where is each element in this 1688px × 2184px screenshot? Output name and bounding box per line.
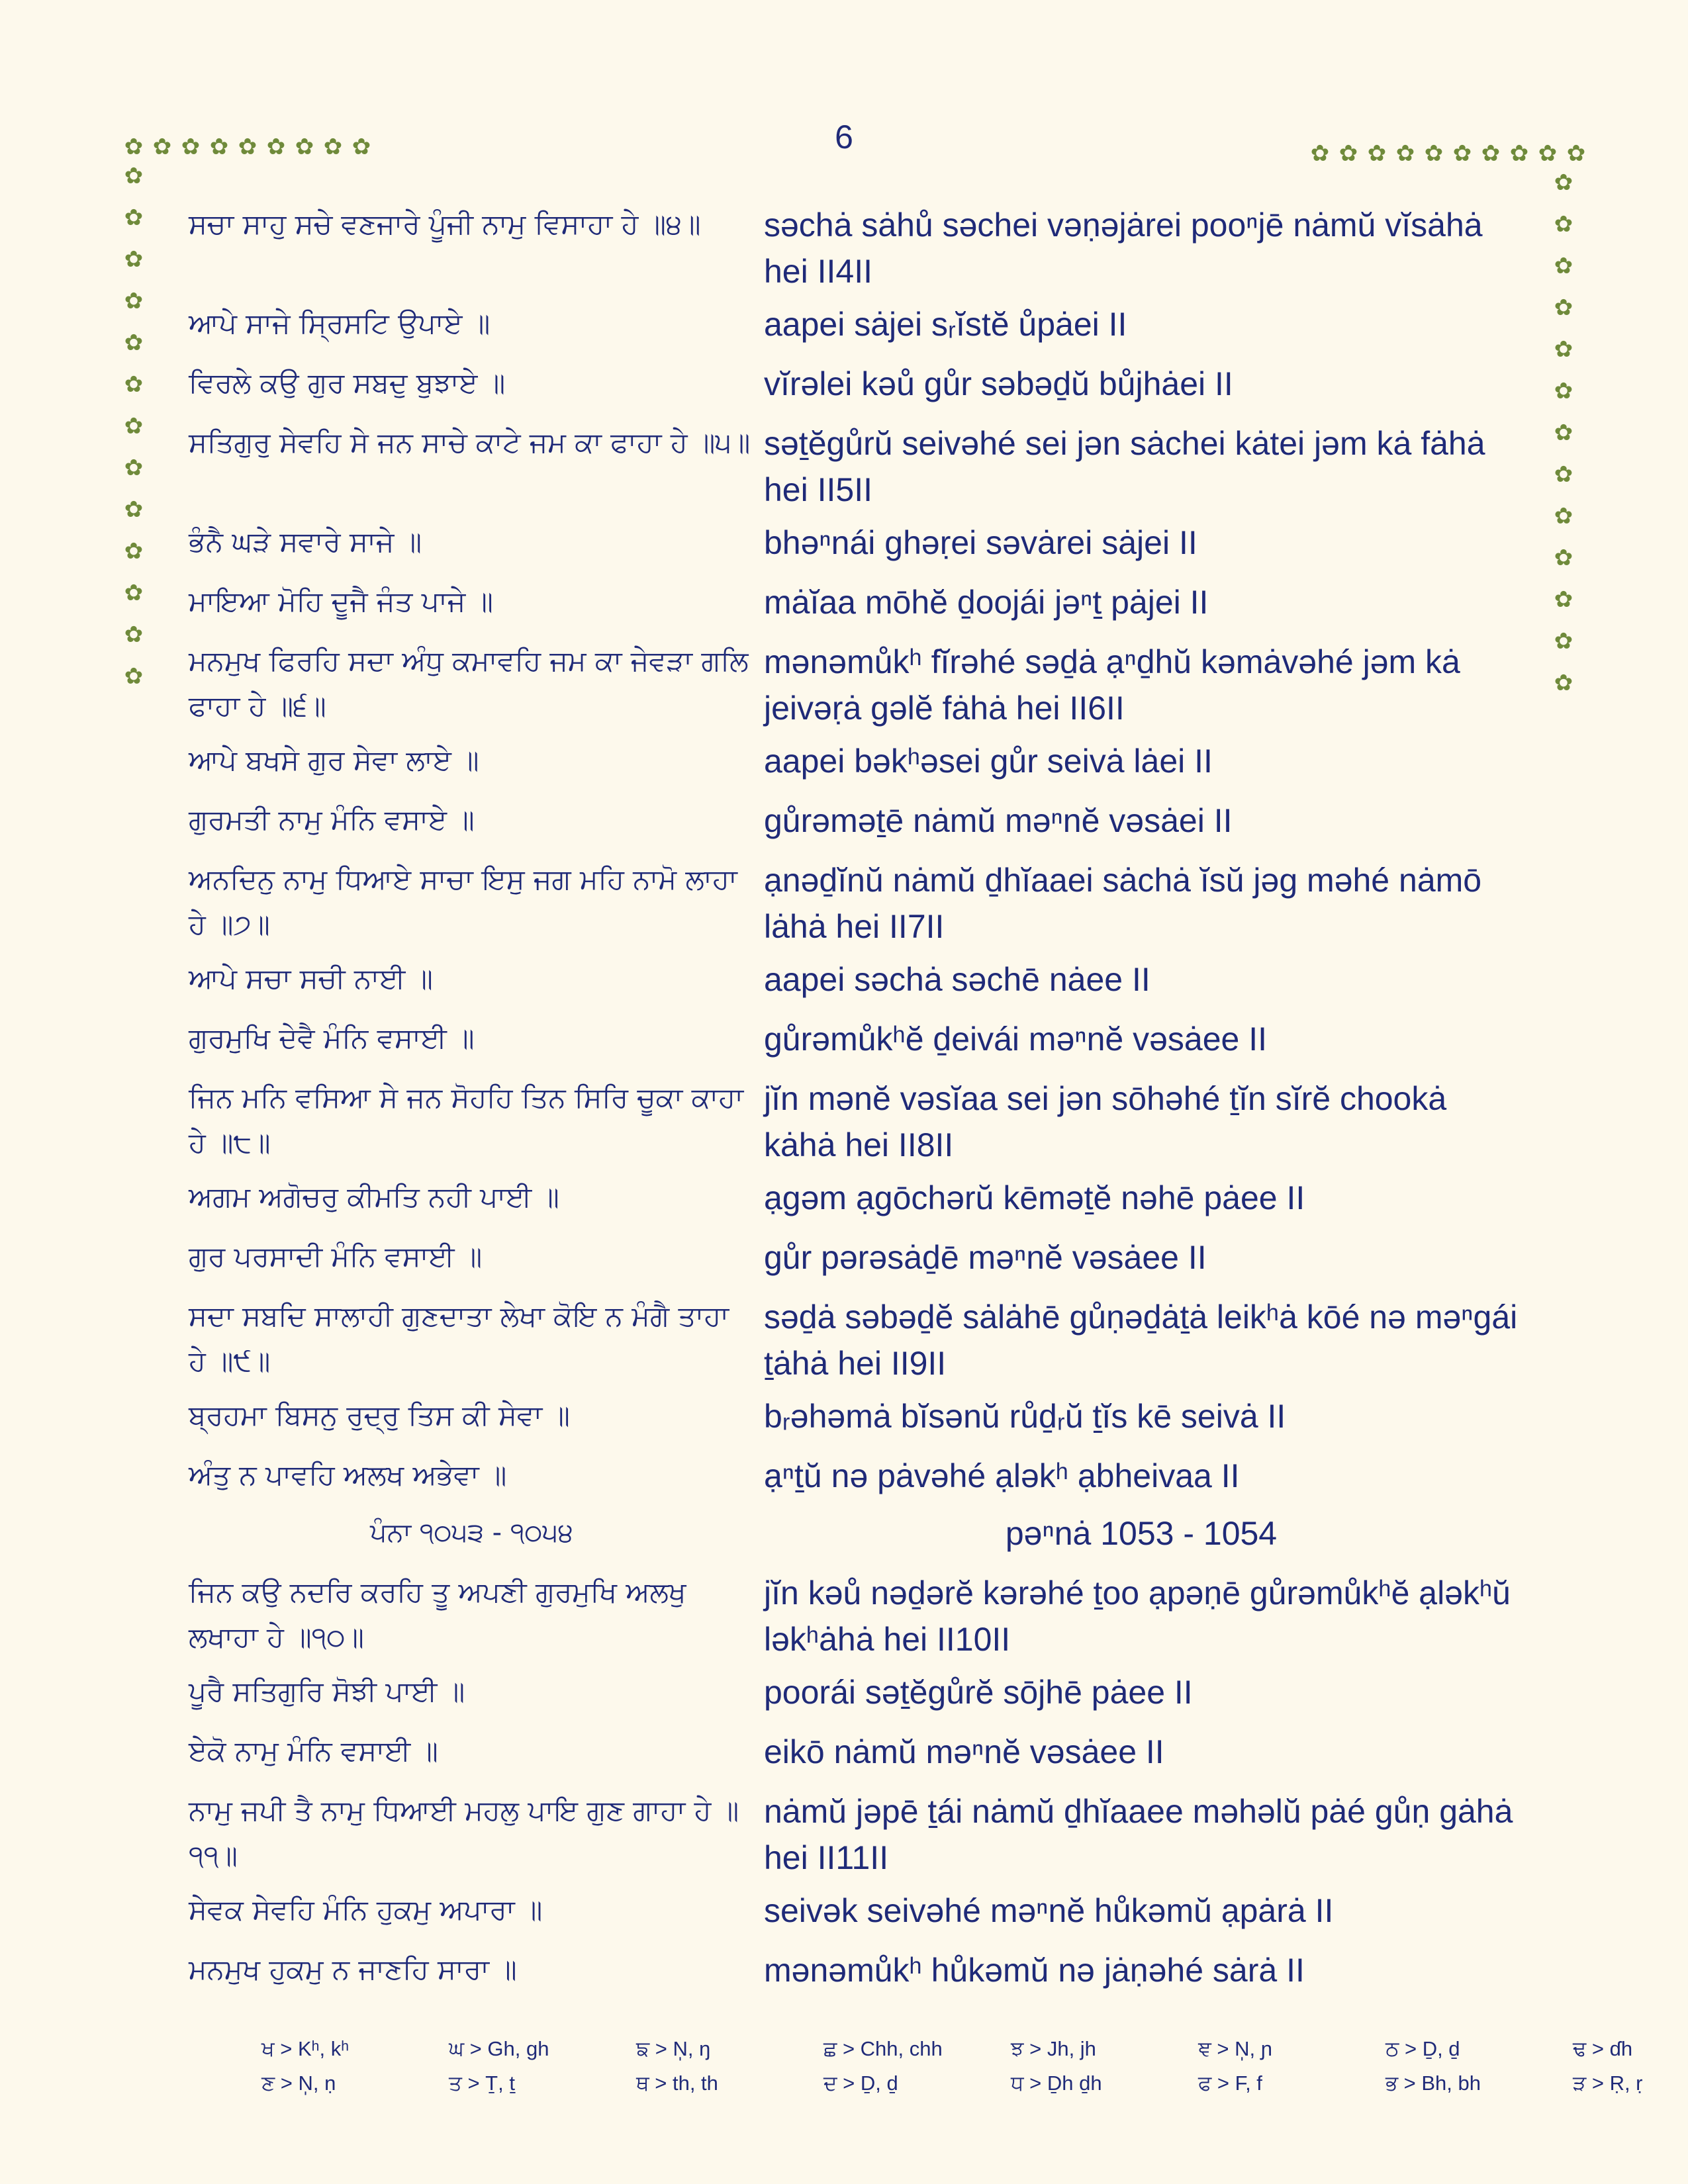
flower-icon: ✿ [124,538,144,565]
verse-transliteration: jĭn kəů nəḏərĕ kərəhé ṯoo ạpəṇē gůrəmůkʰĕ ạləkʰŭ ləkʰȧhȧ hei II10II [764,1574,1511,1658]
flower-icon: ✿ [1554,670,1573,696]
verse-gurmukhi: ਅੰਤੁ ਨ ਪਾਵਹਿ ਅਲਖ ਅਭੇਵਾ ॥ [189,1459,507,1491]
flower-icon: ✿ [124,580,144,606]
verse-line [189,1294,1519,1387]
verse-line [189,1075,1519,1168]
verse-transliteration: ạⁿṯŭ nə pȧvəhé ạləkʰ ạbheivaa II [764,1457,1240,1494]
verse-gurmukhi: ਸੇਵਕ ਸੇਵਹਿ ਮੰਨਿ ਹੁਕਮੁ ਅਪਾਰਾ ॥ [189,1893,543,1926]
flower-icon: ✿ [124,205,144,231]
verse-gurmukhi: ਵਿਰਲੇ ਕਉ ਗੁਰ ਸਬਦੁ ਬੁਝਾਏ ॥ [189,367,506,399]
verse-line [189,361,1519,407]
verse-gurmukhi: ਬ੍ਰਹਮਾ ਬਿਸਨੁ ਰੁਦ੍ਰੁ ਤਿਸ ਕੀ ਸੇਵਾ ॥ [189,1399,570,1432]
flower-icon: ✿ [1554,378,1573,404]
legend-entry: ਛ > Chh, chh [823,2037,943,2060]
transliteration-legend [261,2037,1643,2106]
verse-gurmukhi: ਨਾਮੁ ਜਪੀ ਤੈ ਨਾਮੁ ਧਿਆਈ ਮਹਲੁ ਪਾਇ ਗੁਣ ਗਾਹਾ ਹੇ ॥੧੧॥ [189,1794,739,1872]
legend-entry: ਖ > Kʰ, kʰ [261,2037,350,2060]
verse-line [189,1016,1519,1062]
legend-row [261,2071,1643,2106]
flower-icon: ✿ [124,413,144,439]
verse-line [189,1947,1519,1993]
flower-icon: ✿ [352,134,371,160]
flower-icon: ✿ [1554,503,1573,529]
verse-gurmukhi: ਜਿਨ ਕਉ ਨਦਰਿ ਕਰਹਿ ਤੂ ਅਪਣੀ ਗੁਰਮੁਖਿ ਅਲਖੁ ਲਖਾਹਾ ਹੇ ॥੧੦॥ [189,1576,686,1653]
verse-line [189,956,1519,1003]
flower-icon: ✿ [1554,336,1573,363]
section-heading [189,1510,1519,1557]
verse-line [189,579,1519,625]
verse-line [189,639,1519,731]
legend-entry: ਧ > Ḏh ḏh [1011,2071,1102,2095]
legend-entry: ਣ > N̩, ṇ [261,2071,336,2095]
flower-icon: ✿ [1367,140,1387,167]
verse-transliteration: aapei səchȧ səchē nȧee II [764,961,1150,998]
verse-transliteration: səḏȧ səbəḏĕ sȧlȧhē gůṇəḏȧṯȧ leikʰȧ kōé nə məⁿgái ṯȧhȧ hei II9II [764,1298,1518,1382]
verse-gurmukhi: ਸਦਾ ਸਬਦਿ ਸਾਲਾਹੀ ਗੁਣਦਾਤਾ ਲੇਖਾ ਕੋਇ ਨ ਮੰਗੈ ਤਾਹਾ ਹੇ ॥੯॥ [189,1300,729,1377]
verse-transliteration: mənəmůkʰ hůkəmŭ nə jȧṇəhé sȧrȧ II [764,1952,1305,1989]
verse-line [189,1788,1519,1881]
verse-transliteration: eikō nȧmŭ məⁿnĕ vəsȧee II [764,1733,1164,1770]
flower-icon: ✿ [1538,140,1558,167]
flower-icon: ✿ [238,134,258,160]
verse-line [189,301,1519,347]
verse-gurmukhi: ਗੁਰਮੁਖਿ ਦੇਵੈ ਮੰਨਿ ਵਸਾਈ ॥ [189,1022,475,1054]
verse-transliteration: mənəmůkʰ fĭrəhé səḏȧ ạⁿḏhŭ kəmȧvəhé jəm kȧ jeivəṛȧ gəlĕ fȧhȧ hei II6II [764,643,1460,727]
flower-icon: ✿ [323,134,343,160]
flower-icon: ✿ [124,496,144,523]
legend-entry: ਠ > Ḏ, ḏ [1385,2037,1460,2060]
verse-line [189,1669,1519,1715]
verse-line [189,1393,1519,1439]
verse-gurmukhi: ਮਨਮੁਖ ਫਿਰਹਿ ਸਦਾ ਅੰਧੁ ਕਮਾਵਹਿ ਜਮ ਕਾ ਜੇਵੜਾ ਗਲਿ ਫਾਹਾ ਹੇ ॥੬॥ [189,645,749,722]
legend-entry: ਭ > Bh, bh [1385,2071,1481,2095]
section-heading-translit: pəⁿnȧ 1053 - 1054 [1005,1515,1278,1552]
legend-entry: ਤ > Ṯ, ṯ [449,2071,515,2095]
verse-transliteration: seivək seivəhé məⁿnĕ hůkəmŭ ạpȧrȧ II [764,1892,1334,1929]
flower-icon: ✿ [1310,140,1330,167]
verse-transliteration: bhəⁿnái ghəṛei səvȧrei sȧjei II [764,524,1197,561]
verse-line [189,420,1519,513]
page-number: 6 [835,118,853,156]
verse-transliteration: vĭrəlei kəů gůr səbəḏŭ bůjhȧei II [764,365,1233,402]
verse-transliteration: mȧĭaa mōhĕ ḏoojái jəⁿṯ pȧjei II [764,584,1209,621]
verse-gurmukhi: ਮਨਮੁਖ ਹੁਕਮੁ ਨ ਜਾਣਹਿ ਸਾਰਾ ॥ [189,1953,517,1985]
verse-line [189,857,1519,950]
verse-gurmukhi: ਭੰਨੈ ਘੜੇ ਸਵਾਰੇ ਸਾਜੇ ॥ [189,525,422,558]
flower-icon: ✿ [124,371,144,398]
flower-icon: ✿ [124,663,144,690]
flower-icon: ✿ [124,134,144,160]
verse-line [189,1729,1519,1775]
legend-entry: ਝ > Jh, jh [1011,2037,1096,2060]
verse-transliteration: jĭn mənĕ vəsĭaa sei jən sōhəhé ṯĭn sĭrĕ chookȧ kȧhȧ hei II8II [764,1080,1447,1163]
flower-icon: ✿ [209,134,229,160]
verse-gurmukhi: ਸਚਾ ਸਾਹੁ ਸਚੇ ਵਣਜਾਰੇ ਪੂੰਜੀ ਨਾਮੁ ਵਿਸਾਹਾ ਹੇ ॥੪॥ [189,208,701,240]
verse-gurmukhi: ਏਕੋ ਨਾਮੁ ਮੰਨਿ ਵਸਾਈ ॥ [189,1735,438,1767]
flower-icon: ✿ [1554,628,1573,655]
verse-gurmukhi: ਪੂਰੈ ਸਤਿਗੁਰਿ ਸੋਝੀ ਪਾਈ ॥ [189,1675,465,1707]
verse-line [189,1453,1519,1499]
flower-icon: ✿ [124,163,144,189]
verse-gurmukhi: ਸਤਿਗੁਰੁ ਸੇਵਹਿ ਸੇ ਜਨ ਸਾਚੇ ਕਾਟੇ ਜਮ ਕਾ ਫਾਹਾ ਹੇ ॥੫॥ [189,426,751,459]
verse-gurmukhi: ਆਪੇ ਸਾਜੇ ਸ੍ਰਿਸਟਿ ਉਪਾਏ ॥ [189,307,491,340]
verse-transliteration: gůrəməṯē nȧmŭ məⁿnĕ vəsȧei II [764,802,1233,839]
flower-icon: ✿ [1338,140,1358,167]
legend-row [261,2037,1643,2071]
verse-gurmukhi: ਜਿਨ ਮਨਿ ਵਸਿਆ ਸੇ ਜਨ ਸੋਹਹਿ ਤਿਨ ਸਿਰਿ ਚੂਕਾ ਕਾਹਾ ਹੇ ॥੮॥ [189,1081,744,1159]
flower-icon: ✿ [124,288,144,314]
verse-line [189,797,1519,844]
verse-gurmukhi: ਗੁਰਮਤੀ ਨਾਮੁ ਮੰਨਿ ਵਸਾਏ ॥ [189,803,475,836]
legend-entry: ਙ > N̩, ŋ [636,2037,711,2060]
flower-icon: ✿ [1395,140,1415,167]
flower-icon: ✿ [1554,420,1573,446]
verse-transliteration: aapei bəkʰəsei gůr seivȧ lȧei II [764,743,1213,780]
verse-transliteration: bᵣəhəmȧ bĭsənŭ růḏᵣŭ ṯĭs kē seivȧ II [764,1398,1286,1435]
flower-icon: ✿ [1554,253,1573,279]
verse-gurmukhi: ਅਗਮ ਅਗੋਚਰੁ ਕੀਮਤਿ ਨਹੀ ਪਾਈ ॥ [189,1181,559,1213]
flower-icon: ✿ [1452,140,1472,167]
verse-line [189,520,1519,566]
flower-icon: ✿ [1554,545,1573,571]
verse-transliteration: nȧmŭ jəpē ṯái nȧmŭ ḏhĭaaee məhəlŭ pȧé gůṇ gȧhȧ hei II11II [764,1793,1513,1876]
verse-gurmukhi: ਅਨਦਿਨੁ ਨਾਮੁ ਧਿਆਏ ਸਾਚਾ ਇਸੁ ਜਗ ਮਹਿ ਨਾਮੋ ਲਾਹਾ ਹੇ ॥੭॥ [189,863,737,940]
verse-transliteration: gůrəmůkʰĕ ḏeivái məⁿnĕ vəsȧee II [764,1021,1268,1058]
verse-line [189,202,1519,295]
flower-icon: ✿ [1424,140,1444,167]
flower-icon: ✿ [1554,461,1573,488]
verse-transliteration: ạnəḏĭnŭ nȧmŭ ḏhĭaaei sȧchȧ ĭsŭ jəg məhé nȧmō lȧhȧ hei II7II [764,862,1482,945]
flower-icon: ✿ [1554,169,1573,196]
flower-icon: ✿ [1481,140,1501,167]
legend-entry: ਘ > Gh, gh [449,2037,549,2060]
verse-line [189,1175,1519,1221]
flower-icon: ✿ [1554,211,1573,238]
section-heading-gurmukhi: ਪੰਨਾ ੧੦੫੩ - ੧੦੫੪ [369,1518,574,1548]
verse-transliteration: ạgəm ạgōchərŭ kēməṯĕ nəhē pȧee II [764,1179,1305,1216]
flower-icon: ✿ [124,621,144,648]
flower-icon: ✿ [124,455,144,481]
flower-icon: ✿ [181,134,201,160]
verse-transliteration: səṯĕgůrŭ seivəhé sei jən sȧchei kȧtei jəm kȧ fȧhȧ hei II5II [764,425,1485,508]
verse-line [189,1570,1519,1662]
flower-icon: ✿ [1566,140,1586,167]
flower-icon: ✿ [152,134,172,160]
verse-transliteration: poorái səṯĕgůrĕ sōjhē pȧee II [764,1674,1193,1711]
flower-icon: ✿ [1554,586,1573,613]
verse-transliteration: aapei sȧjei sᵣĭstĕ ůpȧei II [764,306,1127,343]
verse-line [189,738,1519,784]
verse-transliteration: səchȧ sȧhů səchei vəṇəjȧrei pooⁿjē nȧmŭ vĭsȧhȧ hei II4II [764,206,1483,290]
legend-entry: ਥ > th, th [636,2071,718,2095]
flower-icon: ✿ [124,246,144,273]
verse-gurmukhi: ਮਾਇਆ ਮੋਹਿ ਦੂਜੈ ਜੰਤ ਪਾਜੇ ॥ [189,585,493,617]
legend-entry: ਞ > N̩, ɲ [1198,2037,1272,2060]
verse-line [189,1234,1519,1281]
legend-entry: ਦ > Ḏ, ḏ [823,2071,898,2095]
verse-gurmukhi: ਆਪੇ ਬਖਸੇ ਗੁਰ ਸੇਵਾ ਲਾਏ ॥ [189,744,479,776]
flower-icon: ✿ [266,134,286,160]
verse-line [189,1888,1519,1934]
verse-transliteration: gůr pərəsȧḏē məⁿnĕ vəsȧee II [764,1239,1207,1276]
flower-icon: ✿ [295,134,314,160]
flower-icon: ✿ [124,330,144,356]
flower-icon: ✿ [1509,140,1529,167]
legend-entry: ਫ > F, f [1198,2071,1262,2095]
flower-icon: ✿ [1554,295,1573,321]
legend-entry: ੜ > Ṛ, ṛ [1573,2071,1643,2095]
verse-gurmukhi: ਗੁਰ ਪਰਸਾਦੀ ਮੰਨਿ ਵਸਾਈ ॥ [189,1240,483,1273]
verse-gurmukhi: ਆਪੇ ਸਚਾ ਸਚੀ ਨਾਈ ॥ [189,962,433,995]
legend-entry: ਢ > ɗh [1573,2037,1633,2060]
